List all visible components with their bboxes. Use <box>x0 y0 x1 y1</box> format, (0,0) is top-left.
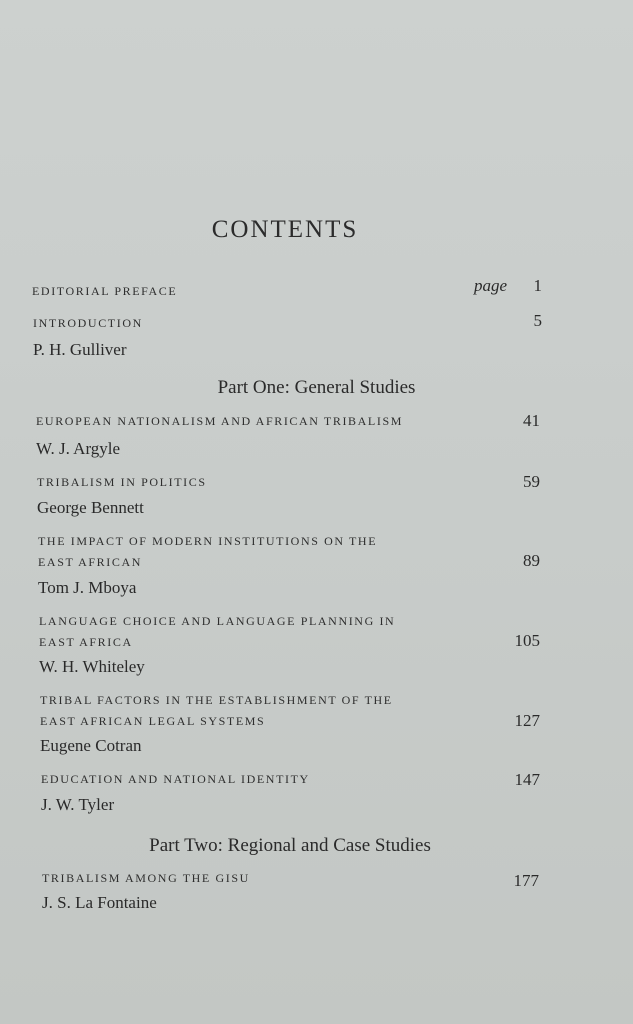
toc-page-number: 59 <box>523 472 540 491</box>
toc-entry-author: W. H. Whiteley <box>39 657 145 676</box>
toc-entry-title: EAST AFRICAN LEGAL SYSTEMS <box>40 714 266 728</box>
toc-page-number: 147 <box>514 770 540 789</box>
toc-page-number: 105 <box>514 631 540 650</box>
toc-entry-title: EUROPEAN NATIONALISM AND AFRICAN TRIBALISM <box>36 414 404 428</box>
toc-entry-title: THE IMPACT OF MODERN INSTITUTIONS ON THE <box>38 534 378 548</box>
toc-entry-title: LANGUAGE CHOICE AND LANGUAGE PLANNING IN <box>39 614 396 628</box>
toc-page-number: 89 <box>523 551 540 570</box>
page-title: CONTENTS <box>211 216 359 243</box>
toc-entry-title: EDITORIAL PREFACE <box>32 284 178 298</box>
toc-entry-title: INTRODUCTION <box>33 316 143 330</box>
toc-entry-author: Tom J. Mboya <box>38 578 137 597</box>
toc-entry-title: TRIBAL FACTORS IN THE ESTABLISHMENT OF THE <box>40 693 393 707</box>
toc-page-number: 1 <box>533 276 542 295</box>
toc-page-number: 41 <box>523 411 540 430</box>
toc-entry-author: Eugene Cotran <box>40 736 142 755</box>
toc-entry-title: EAST AFRICAN <box>38 555 142 569</box>
toc-page-number: 177 <box>513 871 539 890</box>
toc-entry-title: EDUCATION AND NATIONAL IDENTITY <box>41 772 310 786</box>
toc-page-number: 127 <box>514 711 540 730</box>
page-label: page <box>474 276 508 295</box>
part-heading: Part Two: Regional and Case Studies <box>149 835 431 856</box>
toc-entry-author: George Bennett <box>37 498 144 517</box>
toc-entry-title: TRIBALISM AMONG THE GISU <box>42 871 250 885</box>
toc-entry-title: EAST AFRICA <box>39 635 133 649</box>
toc-entry-author: J. W. Tyler <box>41 795 115 814</box>
part-heading: Part One: General Studies <box>217 377 416 398</box>
toc-entry-author: P. H. Gulliver <box>33 340 127 359</box>
toc-entry-author: J. S. La Fontaine <box>42 893 157 912</box>
toc-entry-title: TRIBALISM IN POLITICS <box>37 475 207 489</box>
toc-entry-author: W. J. Argyle <box>36 439 121 458</box>
toc-page-number: 5 <box>533 311 542 330</box>
